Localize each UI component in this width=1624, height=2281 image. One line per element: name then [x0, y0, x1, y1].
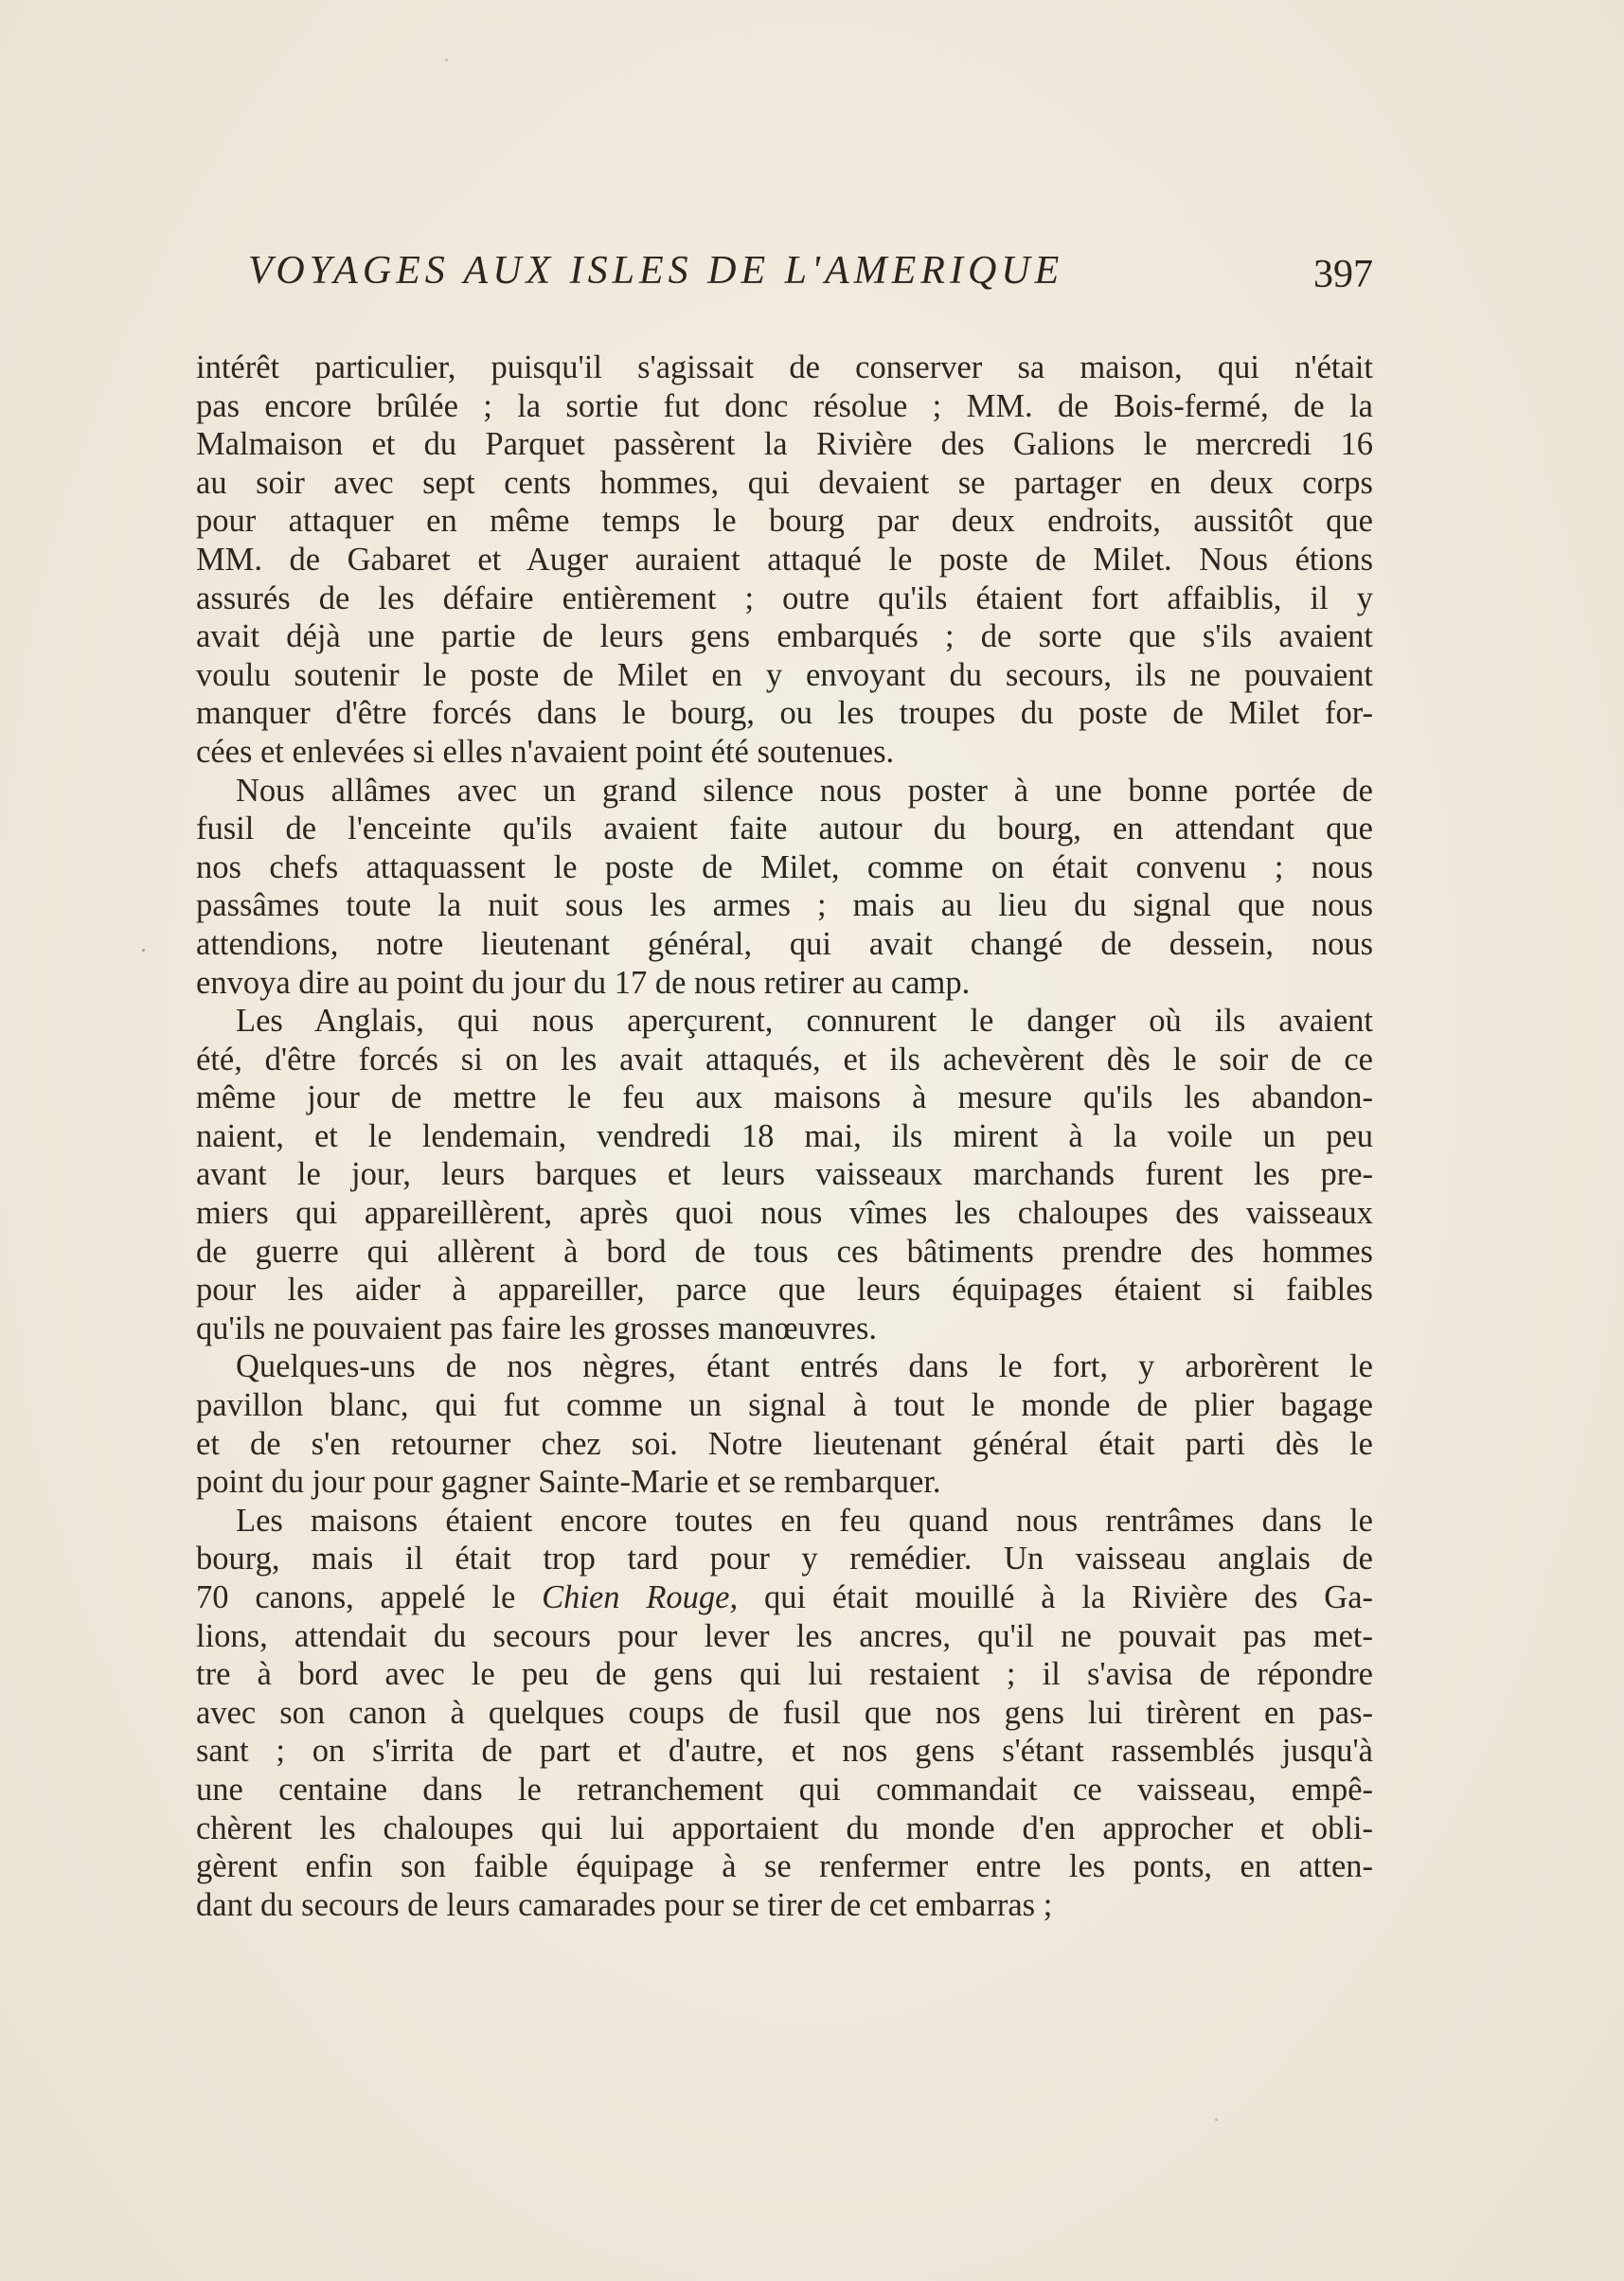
- text-body: [196, 348, 1373, 1924]
- text-line: cées et enlevées si elles n'avaient point été soutenues.: [196, 733, 895, 770]
- text-line: qu'ils ne pouvaient pas faire les grosses manœuvres.: [196, 1310, 878, 1346]
- text-line: même jour de mettre le feu aux maisons à mesure qu'ils les abandon-: [196, 1079, 1373, 1116]
- page-number: 397: [1313, 253, 1373, 296]
- paper-speck: [445, 59, 448, 62]
- text-line: chèrent les chaloupes qui lui apportaient du monde d'en approcher et obli-: [196, 1809, 1373, 1846]
- text-line: point du jour pour gagner Sainte-Marie et se rembarquer.: [196, 1464, 941, 1501]
- paper-speck: [1215, 2118, 1218, 2121]
- paper-speck: [142, 949, 145, 952]
- running-title: VOYAGES AUX ISLES DE L'AMERIQUE: [248, 249, 1064, 293]
- text-line: Malmaison et du Parquet passèrent la Rivière des Galions le mercredi 16: [196, 426, 1373, 463]
- text-line: tre à bord avec le peu de gens qui lui restaient ; il s'avisa de répondre: [196, 1656, 1373, 1693]
- text-line: avant le jour, leurs barques et leurs vaisseaux marchands furent les pre-: [196, 1156, 1373, 1193]
- text-line: assurés de les défaire entièrement ; outre qu'ils étaient fort affaiblis, il y: [196, 579, 1373, 616]
- text-line: voulu soutenir le poste de Milet en y envoyant du secours, ils ne pouvaient: [196, 656, 1373, 693]
- text-segment: 70 canons, appelé le: [196, 1579, 543, 1615]
- text-line: au soir avec sept cents hommes, qui devaient se partager en deux corps: [196, 464, 1373, 501]
- text-line: attendions, notre lieutenant général, qui avait changé de dessein, nous: [196, 925, 1373, 962]
- text-line: avait déjà une partie de leurs gens embarqués ; de sorte que s'ils avaient: [196, 618, 1373, 655]
- running-head: [196, 248, 1373, 305]
- text-line: envoya dire au point du jour du 17 de nous retirer au camp.: [196, 964, 971, 1001]
- text-line: et de s'en retourner chez soi. Notre lieutenant général était parti dès le: [196, 1425, 1373, 1462]
- text-line: intérêt particulier, puisqu'il s'agissait de conserver sa maison, qui n'était: [196, 349, 1373, 385]
- text-line: Quelques-uns de nos nègres, étant entrés dans le fort, y arborèrent le: [236, 1348, 1373, 1385]
- text-line: MM. de Gabaret et Auger auraient attaqué le poste de Milet. Nous étions: [196, 541, 1373, 578]
- text-line: naient, et le lendemain, vendredi 18 mai, ils mirent à la voile un peu: [196, 1117, 1373, 1154]
- text-line: nos chefs attaquassent le poste de Milet, comme on était convenu ; nous: [196, 848, 1373, 885]
- text-line: miers qui appareillèrent, après quoi nous vîmes les chaloupes des vaisseaux: [196, 1195, 1373, 1232]
- text-line: pas encore brûlée ; la sortie fut donc résolue ; MM. de Bois-fermé, de la: [196, 387, 1373, 424]
- text-segment: qui était mouillé à la Rivière des Ga-: [738, 1579, 1373, 1615]
- text-line: manquer d'être forcés dans le bourg, ou les troupes du poste de Milet for-: [196, 695, 1373, 732]
- text-line: Les Anglais, qui nous aperçurent, connurent le danger où ils avaient: [236, 1003, 1373, 1040]
- text-line: été, d'être forcés si on les avait attaqués, et ils achevèrent dès le soir de ce: [196, 1041, 1373, 1078]
- text-line: bourg, mais il était trop tard pour y remédier. Un vaisseau anglais de: [196, 1541, 1373, 1577]
- text-line: Nous allâmes avec un grand silence nous poster à une bonne portée de: [236, 772, 1373, 809]
- text-line: une centaine dans le retranchement qui commandait ce vaisseau, empê-: [196, 1771, 1373, 1808]
- text-line: de guerre qui allèrent à bord de tous ces bâtiments prendre des hommes: [196, 1233, 1373, 1270]
- text-line: lions, attendait du secours pour lever les ancres, qu'il ne pouvait pas met-: [196, 1617, 1373, 1654]
- text-line: pavillon blanc, qui fut comme un signal à tout le monde de plier bagage: [196, 1387, 1373, 1424]
- text-line: gèrent enfin son faible équipage à se renfermer entre les ponts, en atten-: [196, 1848, 1373, 1885]
- text-line: passâmes toute la nuit sous les armes ; mais au lieu du signal que nous: [196, 887, 1373, 924]
- text-line: pour attaquer en même temps le bourg par deux endroits, aussitôt que: [196, 503, 1373, 540]
- text-line: dant du secours de leurs camarades pour se tirer de cet embarras ;: [196, 1886, 1053, 1923]
- text-line: [196, 1578, 1373, 1617]
- text-line: avec son canon à quelques coups de fusil que nos gens lui tirèrent en pas-: [196, 1694, 1373, 1731]
- text-line: fusil de l'enceinte qu'ils avaient faite autour du bourg, en attendant que: [196, 811, 1373, 847]
- text-line: Les maisons étaient encore toutes en feu quand nous rentrâmes dans le: [236, 1502, 1373, 1539]
- text-line: pour les aider à appareiller, parce que leurs équipages étaient si faibles: [196, 1272, 1373, 1309]
- ship-name: Chien Rouge,: [542, 1579, 739, 1615]
- text-line: sant ; on s'irrita de part et d'autre, et nos gens s'étant rassemblés jusqu'à: [196, 1733, 1373, 1770]
